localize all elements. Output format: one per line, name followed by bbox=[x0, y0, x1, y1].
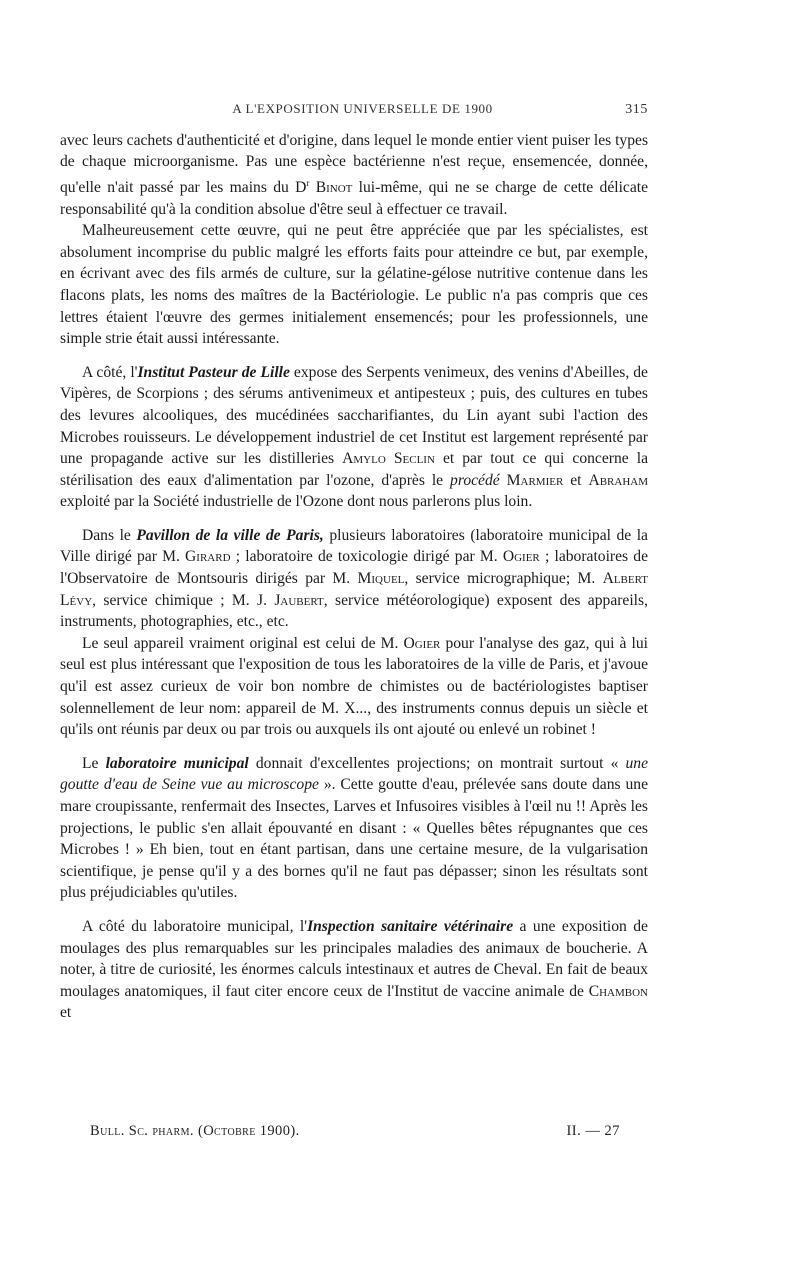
bold-italic-text: Institut Pasteur de Lille bbox=[137, 363, 290, 381]
superscript: r bbox=[306, 177, 310, 188]
text-run: et par tout ce qui concerne la stérilisation des eaux d'alimentation par l'ozone, d'après le bbox=[60, 450, 648, 489]
text-run: et bbox=[60, 1004, 72, 1022]
page-number: 315 bbox=[625, 102, 648, 117]
bold-italic-text: laboratoire municipal bbox=[105, 754, 249, 772]
text-run: Le bbox=[82, 754, 106, 772]
text-run: donnait d'excellentes projections; on montrait surtout « bbox=[248, 754, 626, 772]
text-run: lui-même, qui ne se charge de cette délicate responsabilité qu'à la condition absolue d'être seul à effectuer ce travail. bbox=[60, 178, 648, 218]
footer-signature: II. — 27 bbox=[566, 1123, 620, 1139]
name-smallcaps: Ogier bbox=[502, 548, 540, 566]
running-title: A L'EXPOSITION UNIVERSELLE DE 1900 bbox=[232, 101, 493, 116]
text-run: a une exposition de moulages des plus remarquables sur les principales maladies des animaux de boucherie. A noter, à titre de curiosité, les énormes calculs intestinaux et autres de Cheval. En fait de beaux moulages anatomiques, il faut citer encore ceux de l'Institut de vaccine animale de bbox=[60, 917, 648, 1000]
text-run: expose des Serpents venimeux, des venins d'Abeilles, de Vipères, de Scorpions ; des sérums antivenimeux et antipesteux ; puis, des cultures en tubes des levures alcooliques, des mucédinées saccharifiantes, du Lin ayant subi l'action des Microbes rouisseurs. Le développement industriel de cet Institut est largement représenté par une propagande active sur les distilleries bbox=[60, 363, 648, 468]
text-run: ; laboratoires de l'Observatoire de Montsouris dirigés par M. bbox=[60, 548, 648, 588]
name-smallcaps: Albert Lévy bbox=[60, 570, 649, 609]
text-run: exploité par la Société industrielle de l'Ozone dont nous parlerons plus loin. bbox=[60, 493, 533, 511]
page-footer bbox=[90, 1123, 620, 1140]
name-smallcaps: Miquel bbox=[357, 570, 405, 588]
document-page bbox=[60, 98, 648, 1024]
text-run: Dans le bbox=[82, 526, 137, 544]
running-header bbox=[60, 98, 648, 121]
italic-text: une goutte d'eau de Seine vue au microscope bbox=[60, 754, 648, 794]
paragraph bbox=[60, 525, 648, 633]
text-run: et bbox=[563, 471, 589, 489]
body-text bbox=[60, 130, 648, 1024]
bold-italic-text: Pavillon de la ville de Paris, bbox=[136, 526, 324, 544]
name-smallcaps: Chambon bbox=[588, 982, 648, 1000]
text-run: , service météorologique) exposent des appareils, instruments, photographies, etc., etc. bbox=[60, 591, 648, 631]
text-run: Malheureusement cette œuvre, qui ne peut être appréciée que par les spécialistes, est absolument incomprise du public malgré les efforts faits pour atteindre ce but, par exemple, en écrivant avec des fils armés de culture, sur la gélatine-gélose nutritive contenue dans les flacons plats, les noms des maîtres de la Bactériologie. Le public n'a pas compris que ces lettres étaient l'œuvre des germes initialement ensemencés; pour les professionnels, une simple strie était aussi intéressante. bbox=[60, 222, 648, 348]
text-run: A côté, l' bbox=[82, 363, 138, 381]
name-smallcaps: Abraham bbox=[588, 471, 648, 489]
text-run: , service micrographique; M. bbox=[404, 570, 603, 588]
text-run: ; laboratoire de toxicologie dirigé par M. bbox=[230, 548, 503, 566]
paragraph bbox=[60, 362, 648, 513]
paragraph bbox=[60, 633, 648, 741]
name-smallcaps: Amylo Seclin bbox=[342, 450, 435, 468]
text-run: plusieurs laboratoires (laboratoire municipal de la Ville dirigé par M. bbox=[60, 526, 648, 566]
text-run: ». Cette goutte d'eau, prélevée sans doute dans une mare croupissante, renfermait des Insectes, Larves et Infusoires visibles à l'œil nu !! Après les projections, le public s'en allait épouvanté en disant : « Quelles bêtes répugnantes que ces Microbes ! » Eh bien, tout en étant partisan, dans une certaine mesure, de la vulgarisation scientifique, je pense qu'il y a des bornes qu'il ne faut pas dépasser; sinon les résultats sont plus préjudiciables qu'utiles. bbox=[60, 776, 648, 902]
text-run: , service chimique ; M. J. bbox=[92, 591, 275, 609]
name-smallcaps: Girard bbox=[185, 548, 231, 566]
name-smallcaps: Ogier bbox=[403, 634, 441, 652]
text-run: A côté du laboratoire municipal, l' bbox=[82, 917, 308, 935]
name-smallcaps: Marmier bbox=[506, 471, 564, 489]
text-run bbox=[500, 472, 507, 489]
name-smallcaps: Jaubert bbox=[274, 591, 324, 609]
text-run: Le seul appareil vraiment original est celui de M. bbox=[82, 634, 404, 652]
paragraph bbox=[60, 753, 648, 904]
paragraph bbox=[60, 916, 648, 1024]
bold-italic-text: Inspection sanitaire vétérinaire bbox=[307, 917, 514, 935]
footer-citation: Bull. Sc. pharm. (Octobre 1900). bbox=[90, 1123, 300, 1139]
text-run: pour l'analyse des gaz, qui à lui seul est plus intéressant que l'exposition de tous les laboratoires de la ville de Paris, et j'avoue qu'il est assez curieux de voir bon nombre de chimistes ou de bactériologistes baptiser solennellement de leur nom: appareil de M. X..., des instruments connus depuis un siècle et qu'ils ont réunis par deux ou par trois ou auxquels ils ont ajouté ou enlevé un robinet ! bbox=[60, 634, 648, 739]
italic-text: procédé bbox=[450, 471, 500, 489]
paragraph bbox=[60, 130, 648, 221]
text-run: avec leurs cachets d'authenticité et d'origine, dans lequel le monde entier vient puiser les types de chaque microorganisme. Pas une espèce bactérienne n'est reçue, ensemencée, donnée, qu'elle n'ait passé par les mains du D bbox=[60, 131, 649, 196]
paragraph bbox=[60, 220, 648, 350]
name-smallcaps: Binot bbox=[315, 178, 353, 196]
